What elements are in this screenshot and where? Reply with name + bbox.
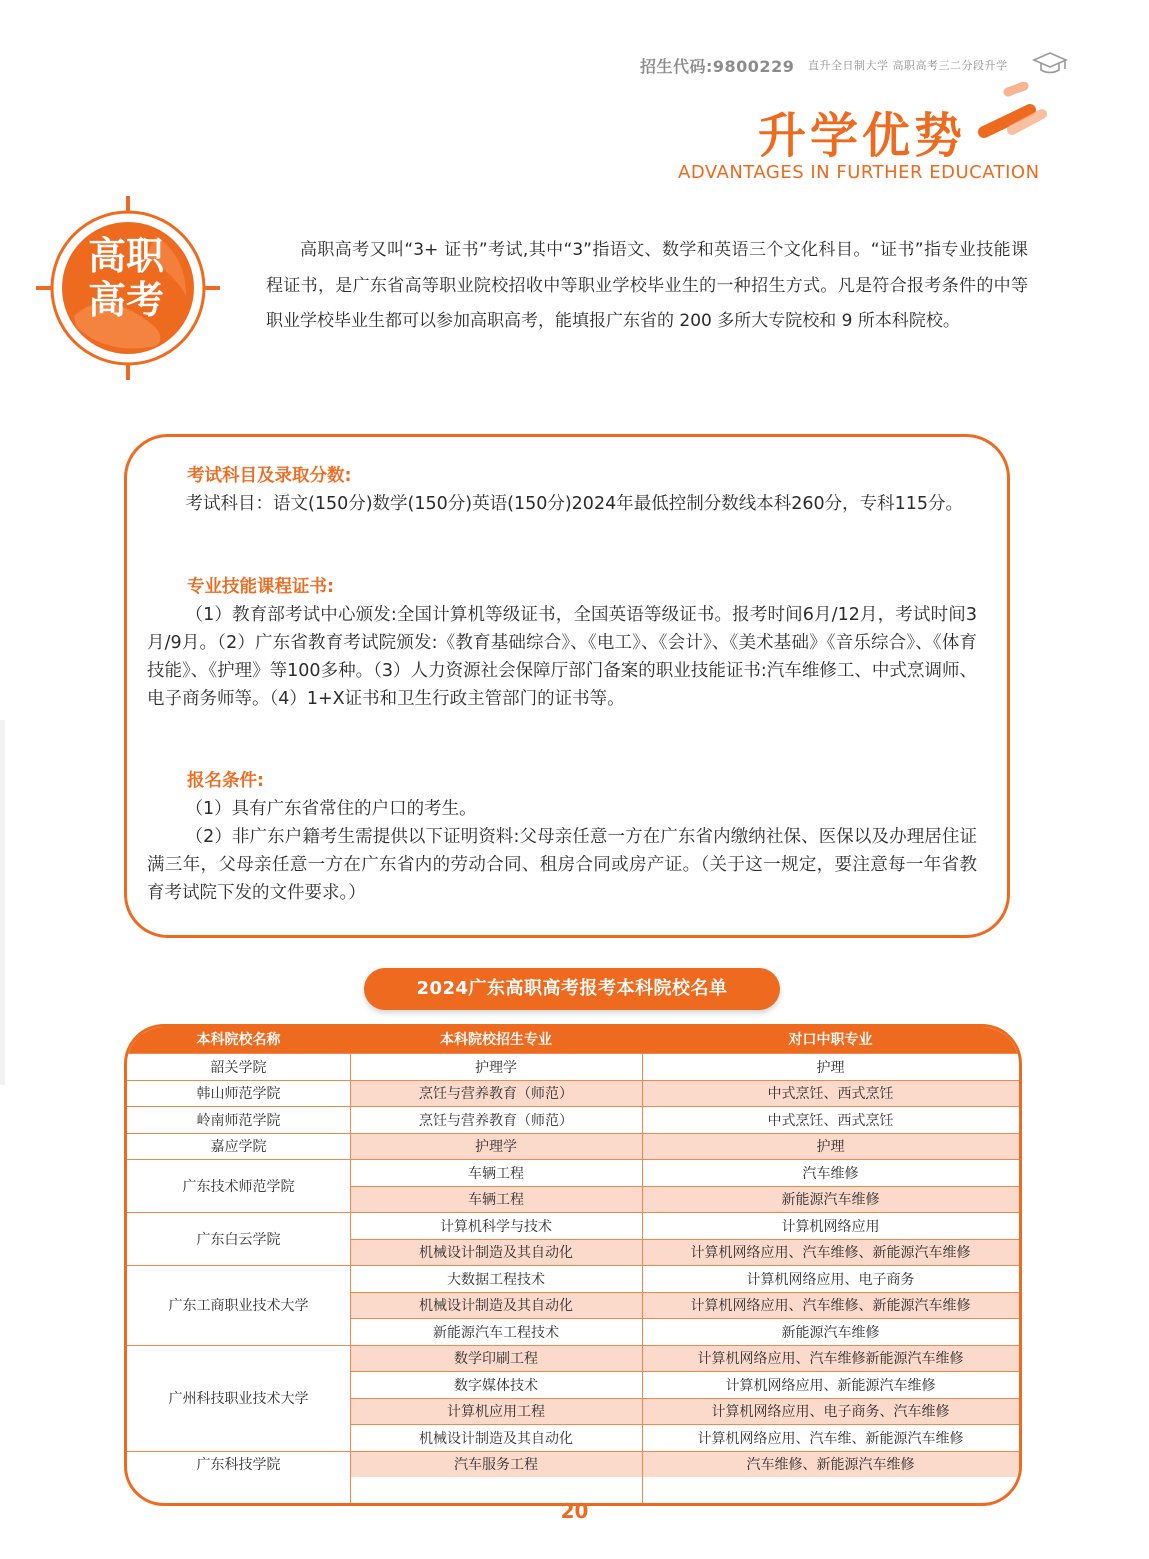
decorative-strokes	[972, 82, 1052, 146]
cert-section	[147, 573, 977, 713]
vocational-cell: 计算机网络应用、汽车维、新能源汽车维修	[642, 1424, 1019, 1451]
school-name-cell: 广东技术师范学院	[127, 1159, 350, 1212]
major-cell: 大数据工程技术	[350, 1265, 642, 1292]
intro-paragraph: 高职高考又叫“3+ 证书”考试,其中“3”指语文、数学和英语三个文化科目。“证书”指专业技能课程证书，是广东省高等职业院校招收中等职业学校毕业生的一种招生方式。凡是符合报考条件的中等职业学校毕业生都可以参加高职高考，能填报广东省的 200 多所大专院校和 9 所本科院校。	[266, 240, 1028, 331]
vocational-cell: 新能源汽车维修	[642, 1318, 1019, 1345]
signup-heading: 报名条件:	[187, 771, 264, 791]
graduation-cap-icon	[1032, 50, 1068, 78]
emblem-line-2: 高考	[87, 278, 164, 322]
signup-section	[147, 767, 977, 907]
vocational-cell: 护理	[642, 1133, 1019, 1160]
school-name-cell: 广东白云学院	[127, 1212, 350, 1265]
school-name-cell: 嘉应学院	[127, 1133, 350, 1160]
vocational-cell: 护理	[642, 1053, 1019, 1080]
vocational-cell: 计算机网络应用、新能源汽车维修	[642, 1371, 1019, 1398]
exam-section	[147, 462, 977, 518]
major-cell: 数字媒体技术	[350, 1371, 642, 1398]
page-title: 升学优势	[758, 108, 967, 164]
page-edge-shadow	[0, 720, 5, 1085]
major-cell: 护理学	[350, 1053, 642, 1080]
header-strip	[0, 54, 1149, 76]
major-cell: 护理学	[350, 1133, 642, 1160]
vocational-cell: 计算机网络应用、电子商务	[642, 1265, 1019, 1292]
emblem-line-1: 高职	[87, 234, 164, 278]
cert-heading: 专业技能课程证书:	[187, 577, 334, 597]
college-table	[124, 1024, 1022, 1506]
vocational-cell: 计算机网络应用、汽车维修、新能源汽车维修	[642, 1239, 1019, 1266]
vocational-cell: 计算机网络应用	[642, 1212, 1019, 1239]
major-cell: 车辆工程	[350, 1159, 642, 1186]
school-name-cell: 韩山师范学院	[127, 1080, 350, 1107]
vocational-cell: 中式烹饪、西式烹饪	[642, 1080, 1019, 1107]
signup-condition-2: （2）非广东户籍考生需提供以下证明资料:父母亲任意一方在广东省内缴纳社保、医保以及办理居住证满三年，父母亲任意一方在广东省内的劳动合同、租房合同或房产证。（关于这一规定，要注意每一年省教育考试院下发的文件要求。）	[147, 827, 977, 903]
vocational-cell: 汽车维修	[642, 1159, 1019, 1186]
column-divider	[642, 1053, 643, 1503]
major-cell: 新能源汽车工程技术	[350, 1318, 642, 1345]
page-subtitle: ADVANTAGES IN FURTHER EDUCATION	[678, 162, 1040, 183]
major-cell: 机械设计制造及其自动化	[350, 1239, 642, 1266]
school-name-cell: 岭南师范学院	[127, 1106, 350, 1133]
page-number: 20	[560, 1499, 589, 1523]
vocational-cell: 计算机网络应用、电子商务、汽车维修	[642, 1398, 1019, 1425]
major-cell: 烹饪与营养教育（师范）	[350, 1106, 642, 1133]
major-cell: 机械设计制造及其自动化	[350, 1424, 642, 1451]
table-header-row	[127, 1027, 1019, 1053]
vocational-cell: 计算机网络应用、汽车维修新能源汽车维修	[642, 1345, 1019, 1372]
major-cell: 计算机应用工程	[350, 1398, 642, 1425]
exam-text: 考试科目：语文(150分)数学(150分)英语(150分)2024年最低控制分数线本科260分，专科115分。	[185, 494, 964, 514]
column-header-vocational: 对口中职专业	[788, 1032, 873, 1048]
exam-heading: 考试科目及录取分数:	[187, 466, 352, 486]
enroll-code: 招生代码:9800229	[640, 57, 795, 76]
slogan: 直升全日制大学 高职高考三二分段升学	[808, 59, 1008, 72]
major-cell: 数学印刷工程	[350, 1345, 642, 1372]
column-divider	[350, 1053, 351, 1503]
column-header-school: 本科院校名称	[196, 1032, 281, 1048]
major-cell: 计算机科学与技术	[350, 1212, 642, 1239]
column-header-major: 本科院校招生专业	[440, 1032, 552, 1048]
major-cell: 烹饪与营养教育（师范）	[350, 1080, 642, 1107]
vocational-cell: 新能源汽车维修	[642, 1186, 1019, 1213]
major-cell: 汽车服务工程	[350, 1451, 642, 1478]
major-cell: 车辆工程	[350, 1186, 642, 1213]
emblem-text	[56, 234, 196, 322]
school-name-cell: 广州科技职业技术大学	[127, 1345, 350, 1451]
school-name-cell: 广东工商职业技术大学	[127, 1265, 350, 1345]
signup-condition-1: （1）具有广东省常住的户口的考生。	[185, 799, 477, 819]
school-name-cell: 韶关学院	[127, 1053, 350, 1080]
school-name-cell: 广东科技学院	[127, 1451, 350, 1478]
vocational-cell: 计算机网络应用、汽车维修、新能源汽车维修	[642, 1292, 1019, 1319]
major-cell: 机械设计制造及其自动化	[350, 1292, 642, 1319]
vocational-cell: 中式烹饪、西式烹饪	[642, 1106, 1019, 1133]
table-title-pill: 2024广东高职高考报考本科院校名单	[364, 968, 780, 1010]
cert-text: （1）教育部考试中心颁发:全国计算机等级证书，全国英语等级证书。报考时间6月/12月，考试时间3月/9月。（2）广东省教育考试院颁发:《教育基础综合》、《电工》、《会计》、《美术基础》《音乐综合》、《体育技能》、《护理》等100多种。（3）人力资源社会保障厅部门备案的职业技能证书:汽车维修工、中式烹调师、电子商务师等。（4）1+X证书和卫生行政主管部门的证书等。	[147, 605, 977, 709]
vocational-cell: 汽车维修、新能源汽车维修	[642, 1451, 1019, 1478]
